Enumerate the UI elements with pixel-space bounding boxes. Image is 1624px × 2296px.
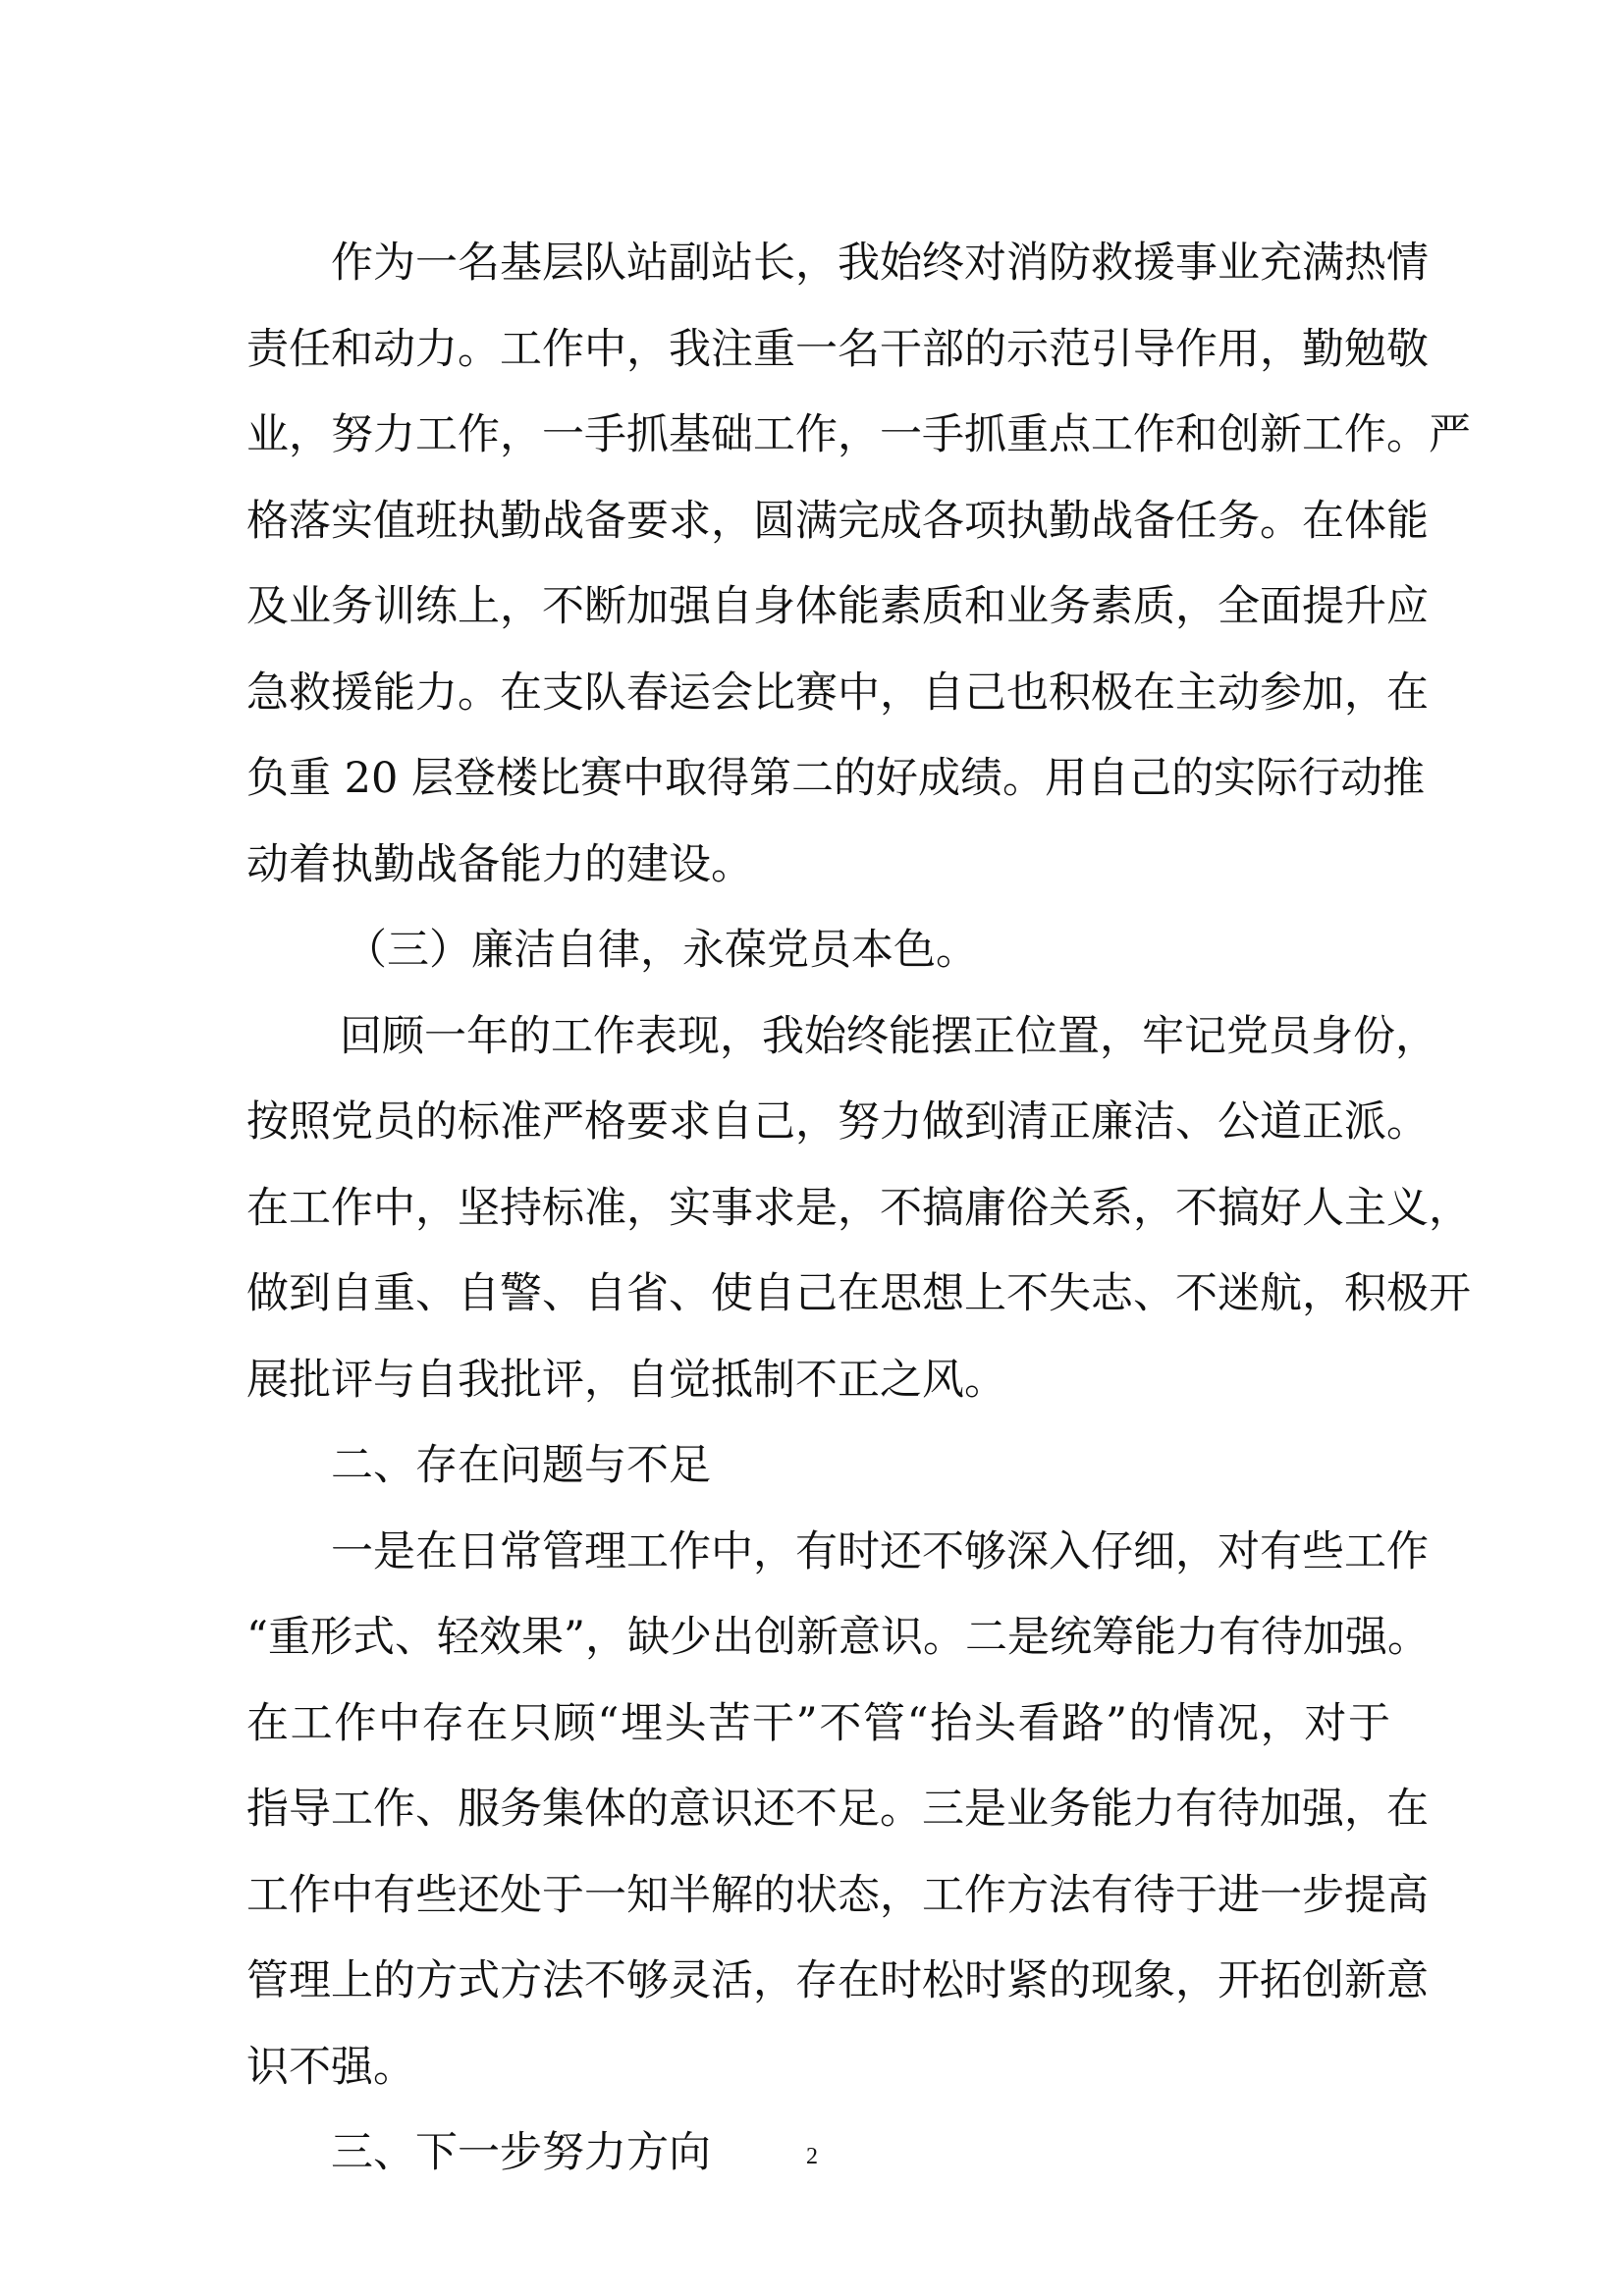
paragraph-line: 展批评与自我批评，自觉抵制不正之风。 (246, 1355, 1006, 1405)
paragraph-line: 负重 20 层登楼比赛中取得第二的好成绩。用自己的实际行动推 (246, 754, 1426, 803)
paragraph-line: 一是在日常管理工作中，有时还不够深入仔细，对有些工作 (331, 1526, 1429, 1576)
section-subheading: （三）廉洁自律，永葆党员本色。 (345, 926, 978, 975)
paragraph-line: 做到自重、自警、自省、使自己在思想上不失志、不迷航，积极开 (246, 1269, 1471, 1318)
paragraph-line: 按照党员的标准严格要求自己，努力做到清正廉洁、公道正派。 (246, 1097, 1429, 1147)
paragraph-line: 急救援能力。在支队春运会比赛中，自己也积极在主动参加，在 (246, 667, 1429, 718)
paragraph-line: 指导工作、服务集体的意识还不足。三是业务能力有待加强，在 (246, 1785, 1429, 1834)
document-body (246, 221, 1471, 2197)
paragraph-line: 责任和动力。工作中，我注重一名干部的示范引导作用，勤勉敬 (246, 324, 1429, 374)
paragraph-line: 在工作中，坚持标准，实事求是，不搞庸俗关系，不搞好人主义， (246, 1183, 1471, 1233)
paragraph-line: “重形式、轻效果”，缺少出创新意识。二是统筹能力有待加强。 (246, 1613, 1430, 1662)
section-heading: 三、下一步努力方向 (331, 2128, 711, 2177)
paragraph-line: 回顾一年的工作表现，我始终能摆正位置，牢记党员身份， (340, 1011, 1437, 1061)
paragraph-line: 动着执勤战备能力的建设。 (246, 839, 753, 889)
paragraph-line: 及业务训练上，不断加强自身体能素质和业务素质，全面提升应 (246, 582, 1429, 631)
paragraph-line: 在工作中存在只顾“埋头苦干”不管“抬头看路”的情况，对于 (246, 1698, 1390, 1748)
paragraph-line: 格落实值班执勤战备要求，圆满完成各项执勤战备任务。在体能 (246, 496, 1429, 546)
section-heading: 二、存在问题与不足 (331, 1441, 711, 1490)
paragraph-line: 工作中有些还处于一知半解的状态，工作方法有待于进一步提高 (246, 1870, 1429, 1920)
paragraph-line: 业，努力工作，一手抓基础工作，一手抓重点工作和创新工作。严 (246, 410, 1471, 459)
paragraph-line: 作为一名基层队站副站长，我始终对消防救援事业充满热情 (331, 239, 1429, 288)
page-number: 2 (806, 2144, 818, 2169)
paragraph-line: 识不强。 (246, 2042, 415, 2092)
paragraph-line: 管理上的方式方法不够灵活，存在时松时紧的现象，开拓创新意 (246, 1956, 1429, 2005)
